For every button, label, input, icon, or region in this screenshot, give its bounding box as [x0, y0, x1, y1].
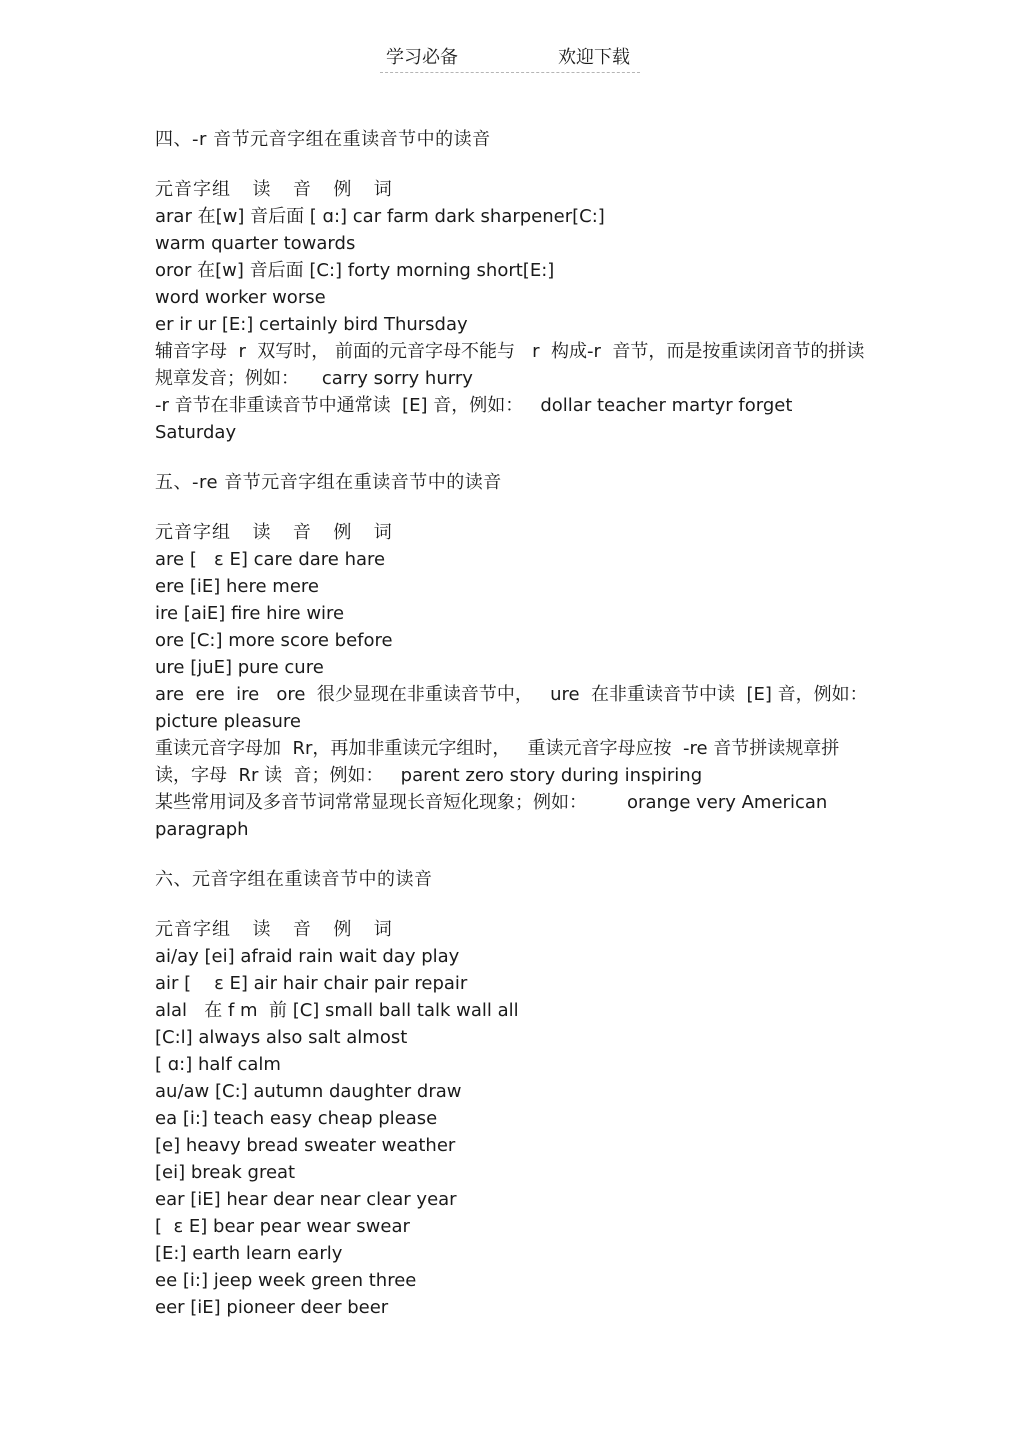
header-left-text: 学习必备	[386, 47, 458, 68]
section-vowel-groups	[155, 866, 875, 1321]
column-header-line: 元音字组 读 音 例 词	[155, 522, 393, 543]
text-line: [ ɑ:] half calm	[155, 1054, 281, 1075]
text-line: ore [C:] more score before	[155, 630, 393, 651]
column-header-line: 元音字组 读 音 例 词	[155, 179, 393, 200]
section-re-syllable	[155, 469, 875, 843]
text-line: ere [iE] here mere	[155, 576, 319, 597]
text-line: [ ɛ E] bear pear wear swear	[155, 1216, 410, 1237]
text-line: 重读元音字母加 Rr，再加非重读元字组时， 重读元音字母应按 -re 音节拼读规章拼读，字母 Rr 读 音；例如： parent zero story during inspiring	[155, 738, 840, 786]
section-title: 六、元音字组在重读音节中的读音	[155, 869, 433, 890]
section-title: 四、-r 音节元音字组在重读音节中的读音	[155, 129, 491, 150]
page-header	[380, 44, 640, 73]
text-line: alal 在 f m 前 [C] small ball talk wall all	[155, 1000, 519, 1021]
text-line: au/aw [C:] autumn daughter draw	[155, 1081, 462, 1102]
document-body	[155, 126, 875, 1321]
text-line: 某些常用词及多音节词常常显现长音短化现象；例如： orange very American paragraph	[155, 792, 834, 840]
text-line: -r 音节在非重读音节中通常读 [E] 音，例如： dollar teacher martyr forget Saturday	[155, 395, 799, 443]
text-line: air [ ɛ E] air hair chair pair repair	[155, 973, 468, 994]
text-line: eer [iE] pioneer deer beer	[155, 1297, 389, 1318]
column-header-line: 元音字组 读 音 例 词	[155, 919, 393, 940]
text-line: are ere ire ore 很少显现在非重读音节中， ure 在非重读音节中读 [E] 音，例如：picture pleasure	[155, 684, 868, 732]
section-title: 五、-re 音节元音字组在重读音节中的读音	[155, 472, 502, 493]
text-line: ire [aiE] fire hire wire	[155, 603, 345, 624]
header-right-text: 欢迎下载	[558, 47, 630, 68]
text-line: [E:] earth learn early	[155, 1243, 343, 1264]
text-line: ai/ay [ei] afraid rain wait day play	[155, 946, 460, 967]
text-line: [ei] break great	[155, 1162, 296, 1183]
text-line: word worker worse	[155, 287, 326, 308]
text-line: ure [juE] pure cure	[155, 657, 324, 678]
text-line: warm quarter towards	[155, 233, 356, 254]
text-line: ee [i:] jeep week green three	[155, 1270, 417, 1291]
section-r-syllable	[155, 126, 875, 446]
text-line: ear [iE] hear dear near clear year	[155, 1189, 457, 1210]
text-line: [e] heavy bread sweater weather	[155, 1135, 456, 1156]
text-line: ea [i:] teach easy cheap please	[155, 1108, 438, 1129]
text-line: 辅音字母 r 双写时， 前面的元音字母不能与 r 构成-r 音节，而是按重读闭音节的拼读规章发音；例如： carry sorry hurry	[155, 341, 865, 389]
text-line: er ir ur [E:] certainly bird Thursday	[155, 314, 468, 335]
text-line: [C:l] always also salt almost	[155, 1027, 408, 1048]
text-line: arar 在[w] 音后面 [ ɑ:] car farm dark sharpener[C:]	[155, 206, 605, 227]
text-line: are [ ɛ E] care dare hare	[155, 549, 386, 570]
text-line: oror 在[w] 音后面 [C:] forty morning short[E:]	[155, 260, 555, 281]
